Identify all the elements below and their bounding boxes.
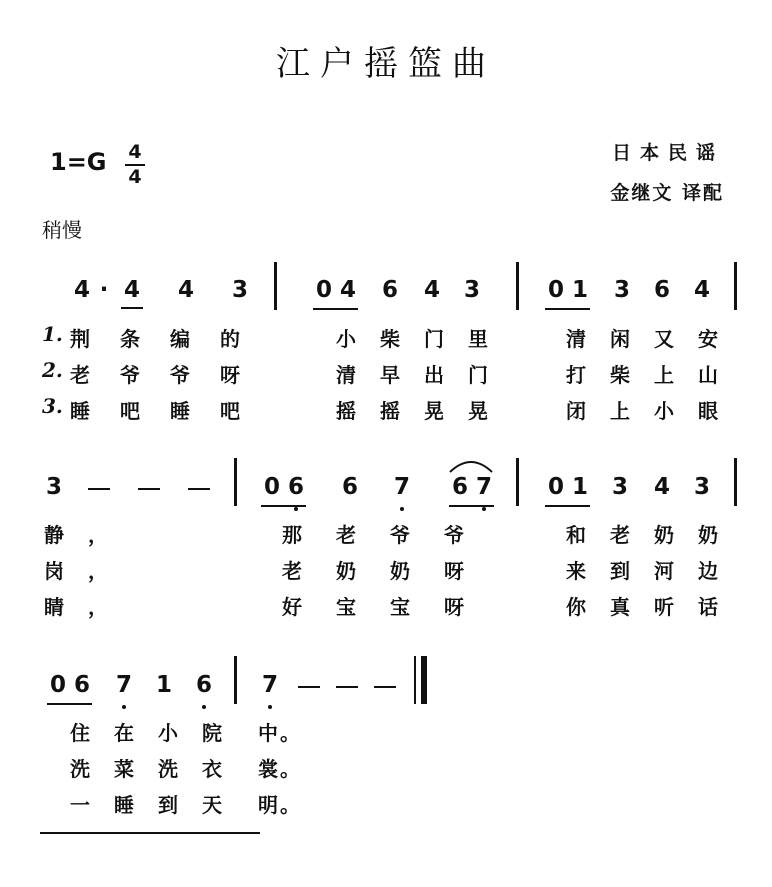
barline	[234, 458, 237, 506]
barline	[516, 262, 519, 310]
sustain-dash	[88, 488, 110, 490]
note: 4	[423, 277, 440, 303]
note: 4	[653, 474, 670, 500]
beam	[545, 308, 590, 310]
translator-credit: 金继文 译配	[610, 182, 724, 204]
lyric-line: 来到河边	[566, 559, 742, 583]
lyric-line: 睛，	[44, 595, 132, 619]
note: 3	[613, 277, 630, 303]
lyric-line: 清早出门	[336, 363, 512, 387]
lyric-line: 和老奶奶	[566, 523, 742, 547]
lyric-line: 中。	[258, 721, 302, 745]
lyric-line: 打柴上山	[566, 363, 742, 387]
note: 4	[118, 277, 146, 303]
note: 6	[282, 474, 310, 500]
lyric-line: 洗菜洗衣	[70, 757, 246, 781]
lyric-line: 岗，	[44, 559, 132, 583]
note: 1	[155, 672, 172, 698]
note: 4	[177, 277, 194, 303]
lyric-line: 一睡到天	[70, 793, 246, 817]
note: 7	[110, 672, 138, 698]
note: 3	[45, 474, 62, 500]
sustain-dash	[138, 488, 160, 490]
barline	[234, 656, 237, 704]
beam	[313, 308, 358, 310]
note: 0	[315, 277, 332, 303]
lyric-line: 闭上小眼	[566, 399, 742, 423]
lyric-line: 裳。	[258, 757, 302, 781]
lyric-line: 明。	[258, 793, 302, 817]
origin-credit: 日本民谣	[611, 142, 724, 164]
lyric-line: 老爷爷呀	[70, 363, 270, 387]
lyric-line: 住在小院	[70, 721, 246, 745]
time-signature-bottom: 4	[128, 166, 142, 188]
note: 1	[571, 474, 588, 500]
beam	[449, 505, 494, 507]
lyric-line: 好宝宝呀	[282, 595, 498, 619]
lyric-line: 睡吧睡吧	[70, 399, 270, 423]
sustain-dash	[188, 488, 210, 490]
verse-number: 1.	[42, 322, 63, 346]
note: 0	[547, 474, 564, 500]
lyric-line: 那老爷爷	[282, 523, 498, 547]
beam	[545, 505, 590, 507]
note: 1	[571, 277, 588, 303]
note: 6	[653, 277, 670, 303]
note: 0	[547, 277, 564, 303]
footer-rule	[40, 832, 260, 834]
note: 0	[263, 474, 280, 500]
lyric-line: 你真听话	[566, 595, 742, 619]
note: 4	[339, 277, 356, 303]
barline	[734, 458, 737, 506]
note: 6	[73, 672, 90, 698]
note: 3	[611, 474, 628, 500]
lyric-line: 摇摇晃晃	[336, 399, 512, 423]
note: 7	[388, 474, 416, 500]
note: 7	[256, 672, 284, 698]
final-barline-thin	[414, 656, 416, 704]
beam	[47, 703, 92, 705]
key-signature: 1=G	[50, 148, 107, 176]
lyric-line: 小柴门里	[336, 327, 512, 351]
barline	[516, 458, 519, 506]
barline	[274, 262, 277, 310]
verse-number: 2.	[42, 358, 63, 382]
note: 4	[73, 277, 90, 303]
time-signature	[125, 142, 145, 188]
note: 4	[693, 277, 710, 303]
dot-note: ·	[99, 277, 109, 303]
note: 3	[693, 474, 710, 500]
lyric-line: 荆条编的	[70, 327, 270, 351]
barline	[734, 262, 737, 310]
lyric-line: 老奶奶呀	[282, 559, 498, 583]
song-title: 江户摇篮曲	[276, 44, 496, 84]
sustain-dash	[336, 686, 358, 688]
lyric-line: 清闲又安	[566, 327, 742, 351]
lyric-line: 静，	[44, 523, 132, 547]
note: 7	[470, 474, 498, 500]
tempo-marking: 稍慢	[42, 218, 82, 242]
note: 6	[381, 277, 398, 303]
beam	[261, 505, 306, 507]
note: 6	[451, 474, 468, 500]
final-barline-thick	[421, 656, 427, 704]
note: 0	[49, 672, 66, 698]
note: 3	[231, 277, 248, 303]
sustain-dash	[298, 686, 320, 688]
note: 6	[341, 474, 358, 500]
sustain-dash	[374, 686, 396, 688]
note: 6	[190, 672, 218, 698]
slur	[448, 456, 494, 474]
time-signature-top: 4	[128, 141, 142, 163]
verse-number: 3.	[42, 394, 63, 418]
note: 3	[463, 277, 480, 303]
